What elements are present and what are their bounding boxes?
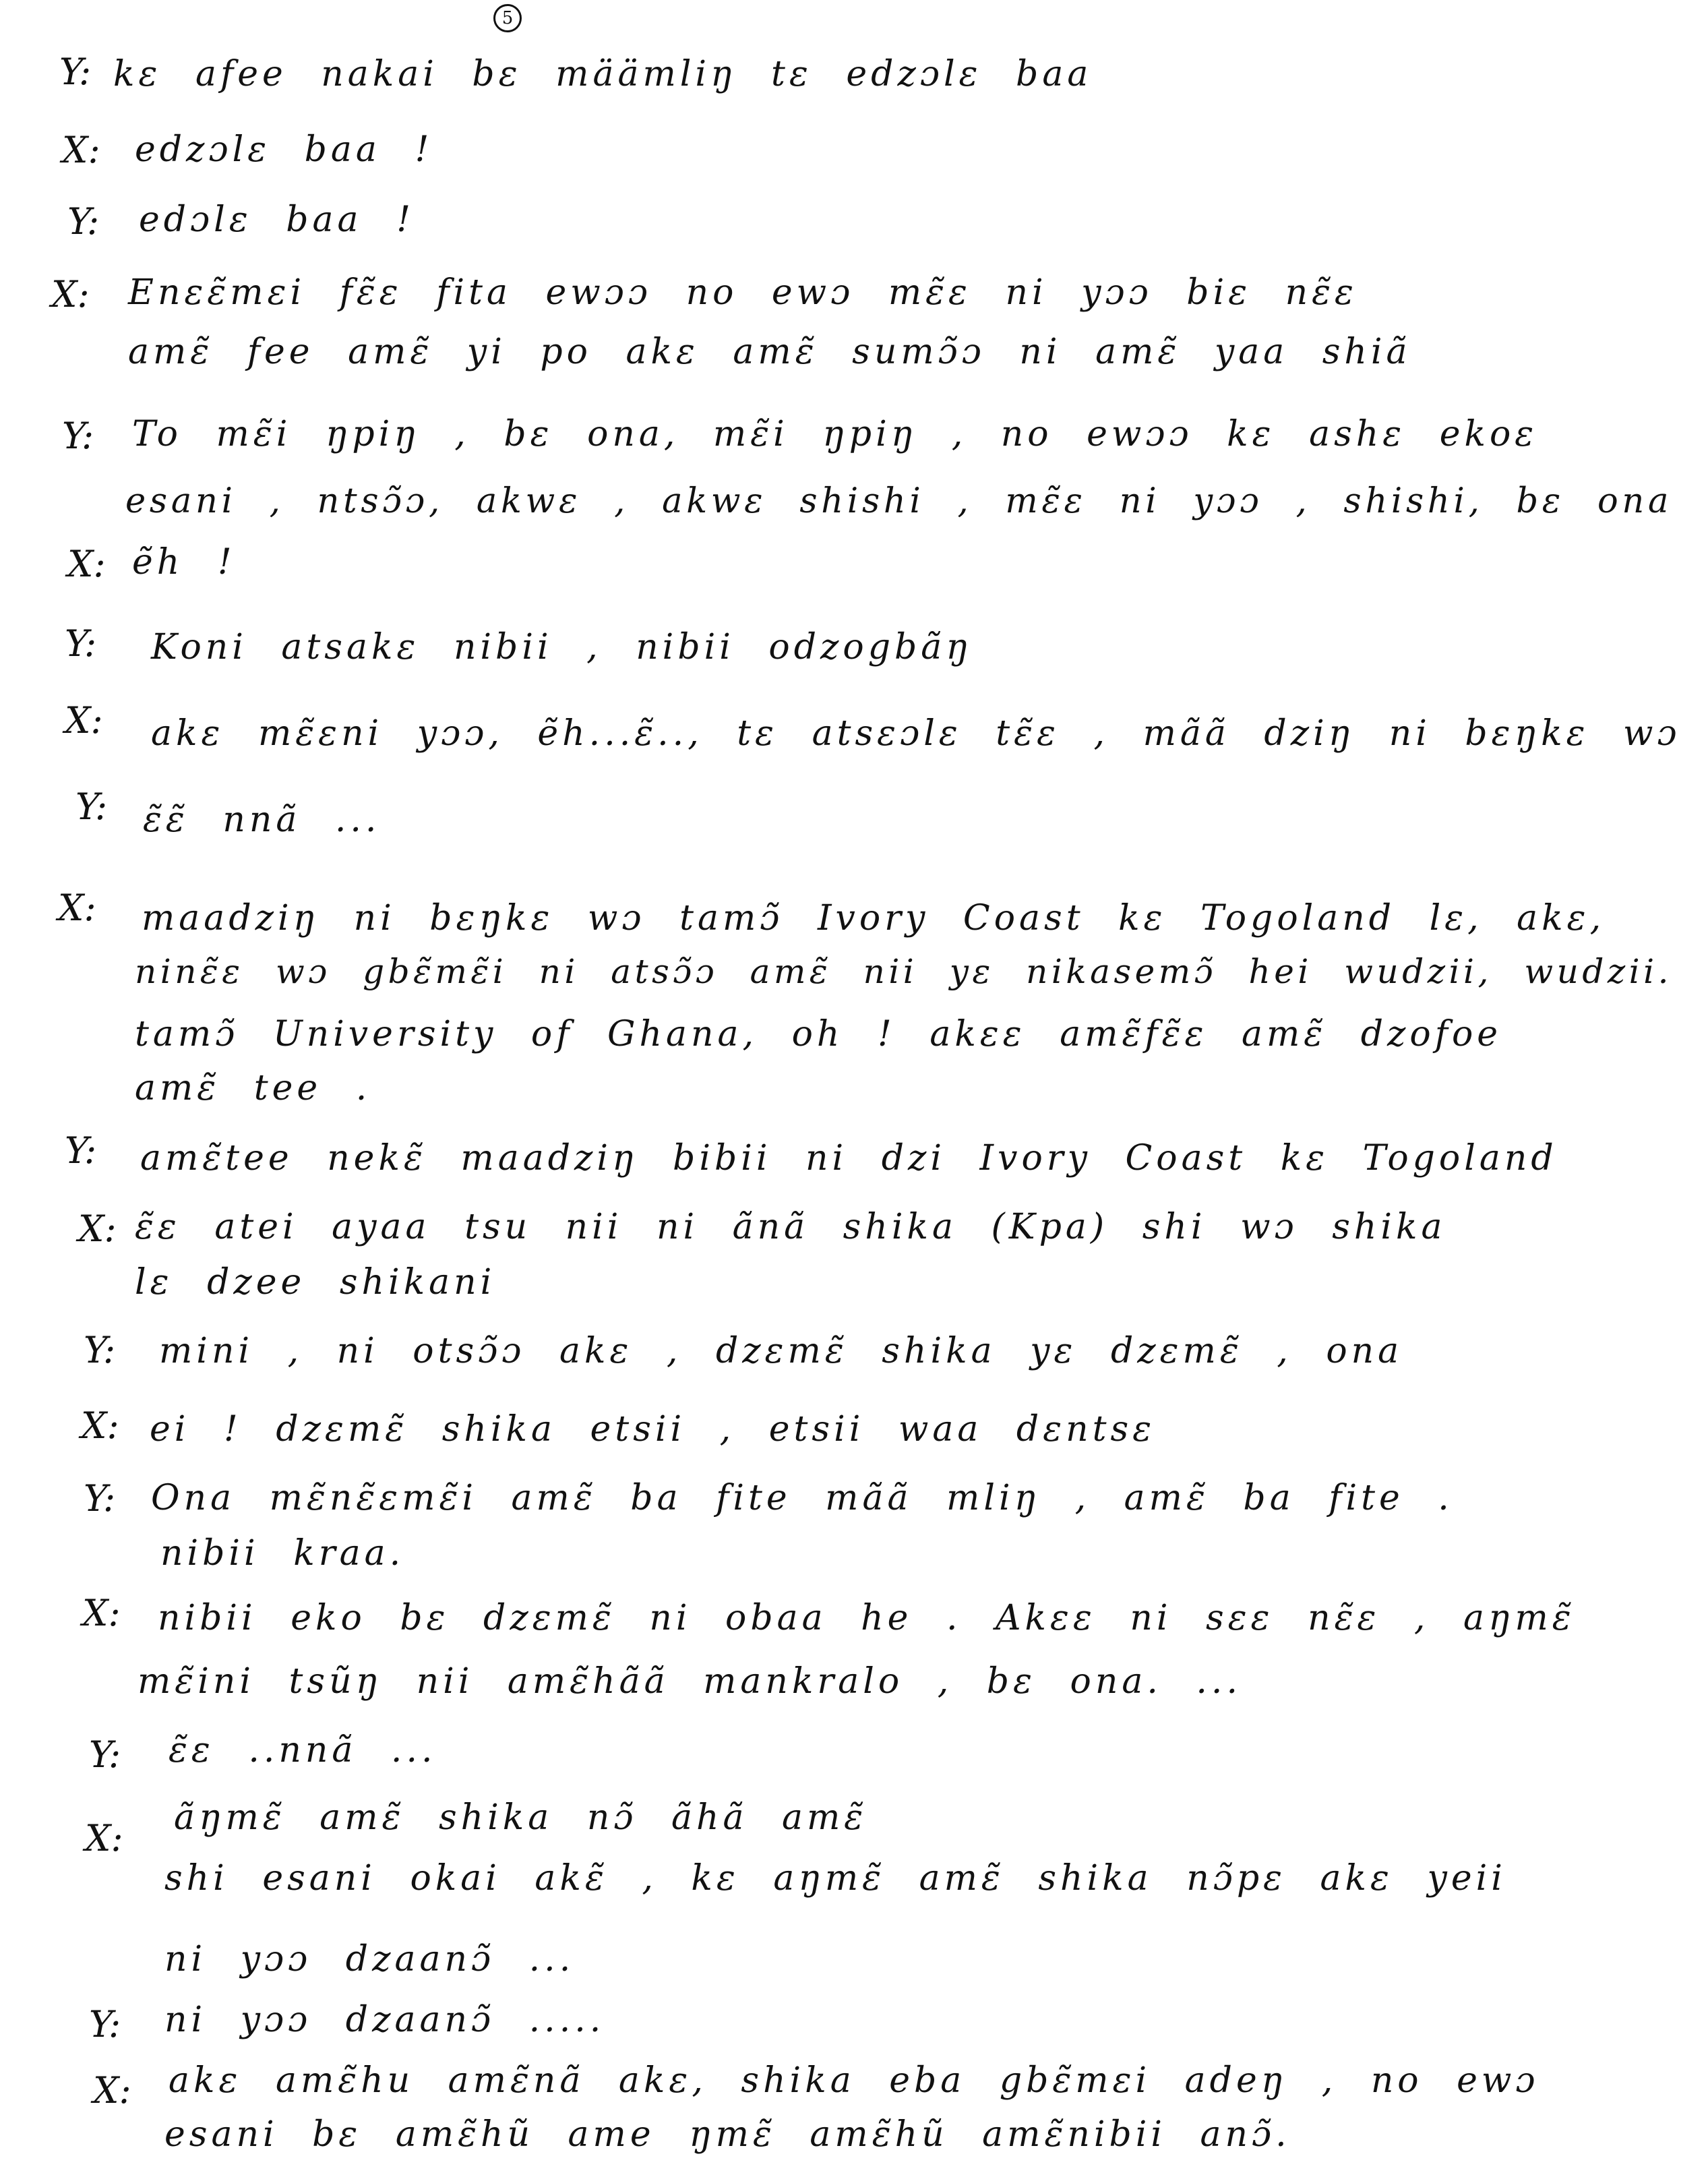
- speaker-label: Y:: [65, 622, 97, 665]
- dialogue-line: ei ! dzɛmɛ̃ shika etsii , etsii waa dɛntsɛ: [150, 1409, 1156, 1450]
- dialogue-line: ɛ̃ɛ atei ayaa tsu nii ni ãnã shika (Kpa) shi wɔ shika: [135, 1207, 1446, 1247]
- dialogue-line: shi esani okai akɛ̃ , kɛ aŋmɛ̃ amɛ̃ shika nɔ̃pɛ akɛ yeii: [164, 1858, 1506, 1899]
- speaker-label: X:: [85, 1817, 123, 1859]
- dialogue-line: esani bɛ amɛ̃hũ ame ŋmɛ̃ amɛ̃hũ amɛ̃nibii anɔ̃.: [164, 2114, 1291, 2155]
- dialogue-line: ɛ̃ɛ ..nnã ...: [169, 1730, 437, 1770]
- dialogue-line: maadziŋ ni bɛŋkɛ wɔ tamɔ̃ Ivory Coast kɛ Togoland lɛ, akɛ,: [142, 898, 1606, 938]
- dialogue-line: mɛ̃ini tsũŋ nii amɛ̃hãã mankralo , bɛ ona. ...: [138, 1661, 1242, 1702]
- page-number: 5: [493, 4, 522, 32]
- speaker-label: X:: [51, 273, 90, 316]
- dialogue-line: edɔlɛ baa !: [139, 200, 415, 240]
- speaker-label: X:: [82, 1592, 121, 1634]
- speaker-label: Y:: [89, 2003, 121, 2046]
- dialogue-line: Koni atsakɛ nibii , nibii odzogbãŋ: [151, 627, 973, 667]
- speaker-label: X:: [58, 887, 96, 929]
- speaker-label: X:: [78, 1207, 117, 1250]
- dialogue-line: ni yɔɔ dzaanɔ̃ .....: [164, 2000, 605, 2040]
- speaker-label: Y:: [75, 785, 108, 828]
- dialogue-line: ãŋmɛ̃ amɛ̃ shika nɔ̃ ãhã amɛ̃: [174, 1797, 867, 1838]
- dialogue-line: ninɛ̃ɛ wɔ gbɛ̃mɛ̃i ni atsɔ̃ɔ amɛ̃ nii yɛ nikasemɔ̃ hei wudzii, wudzii.: [135, 952, 1673, 991]
- speaker-label: X:: [62, 129, 100, 171]
- speaker-label: X:: [93, 2069, 131, 2112]
- speaker-label: Y:: [84, 1329, 116, 1371]
- speaker-label: X:: [67, 543, 106, 585]
- speaker-label: Y:: [59, 51, 92, 93]
- dialogue-line: tamɔ̃ University of Ghana, oh ! akɛɛ amɛ̃fɛ̃ɛ amɛ̃ dzofoe: [135, 1014, 1502, 1054]
- speaker-label: X:: [65, 699, 103, 742]
- speaker-label: Y:: [89, 1733, 121, 1776]
- speaker-label: Y:: [67, 200, 100, 243]
- dialogue-line: nibii eko bɛ dzɛmɛ̃ ni obaa he . Akɛɛ ni sɛɛ nɛ̃ɛ , aŋmɛ̃: [158, 1598, 1575, 1638]
- speaker-label: X:: [81, 1404, 119, 1447]
- dialogue-line: To mɛ̃i ŋpiŋ , bɛ ona, mɛ̃i ŋpiŋ , no ewɔɔ kɛ ashɛ ekoɛ: [132, 414, 1538, 454]
- dialogue-line: akɛ mɛ̃ɛni yɔɔ, ẽh...ɛ̃.., tɛ atsɛɔlɛ tɛ̃ɛ , mãã dziŋ ni bɛŋkɛ wɔ: [151, 713, 1681, 754]
- dialogue-line: mini , ni otsɔ̃ɔ akɛ , dzɛmɛ̃ shika yɛ dzɛmɛ̃ , ona: [159, 1331, 1403, 1371]
- speaker-label: Y:: [62, 415, 94, 457]
- dialogue-line: ɛ̃ɛ̃ nnã ...: [143, 800, 381, 840]
- dialogue-line: Enɛɛ̃mɛi fɛ̃ɛ fita ewɔɔ no ewɔ mɛ̃ɛ ni yɔɔ biɛ nɛ̃ɛ: [128, 272, 1358, 313]
- speaker-label: Y:: [84, 1477, 116, 1520]
- dialogue-line: Ona mɛ̃nɛ̃ɛmɛ̃i amɛ̃ ba fite mãã mliŋ , amɛ̃ ba fite .: [151, 1478, 1453, 1518]
- dialogue-line: amɛ̃ tee .: [135, 1068, 371, 1108]
- dialogue-line: lɛ dzee shikani: [135, 1262, 496, 1303]
- dialogue-line: esani , ntsɔ̃ɔ, akwɛ , akwɛ shishi , mɛ̃ɛ ni yɔɔ , shishi, bɛ ona: [125, 481, 1673, 521]
- dialogue-line: ni yɔɔ dzaanɔ̃ ...: [164, 1939, 575, 1979]
- dialogue-line: ẽh !: [132, 542, 236, 583]
- speaker-label: Y:: [65, 1129, 97, 1172]
- dialogue-line: nibii kraa.: [160, 1533, 405, 1574]
- dialogue-line: edzɔlɛ baa !: [135, 129, 433, 170]
- dialogue-line: akɛ amɛ̃hu amɛ̃nã akɛ, shika eba gbɛ̃mɛi adeŋ , no ewɔ: [169, 2060, 1539, 2101]
- dialogue-line: amɛ̃ fee amɛ̃ yi po akɛ amɛ̃ sumɔ̃ɔ ni amɛ̃ yaa shiã: [128, 332, 1411, 372]
- dialogue-line: amɛ̃tee nekɛ̃ maadziŋ bibii ni dzi Ivory Coast kɛ Togoland: [140, 1138, 1558, 1179]
- dialogue-line: kɛ afee nakai bɛ määmliŋ tɛ edzɔlɛ baa: [113, 54, 1093, 94]
